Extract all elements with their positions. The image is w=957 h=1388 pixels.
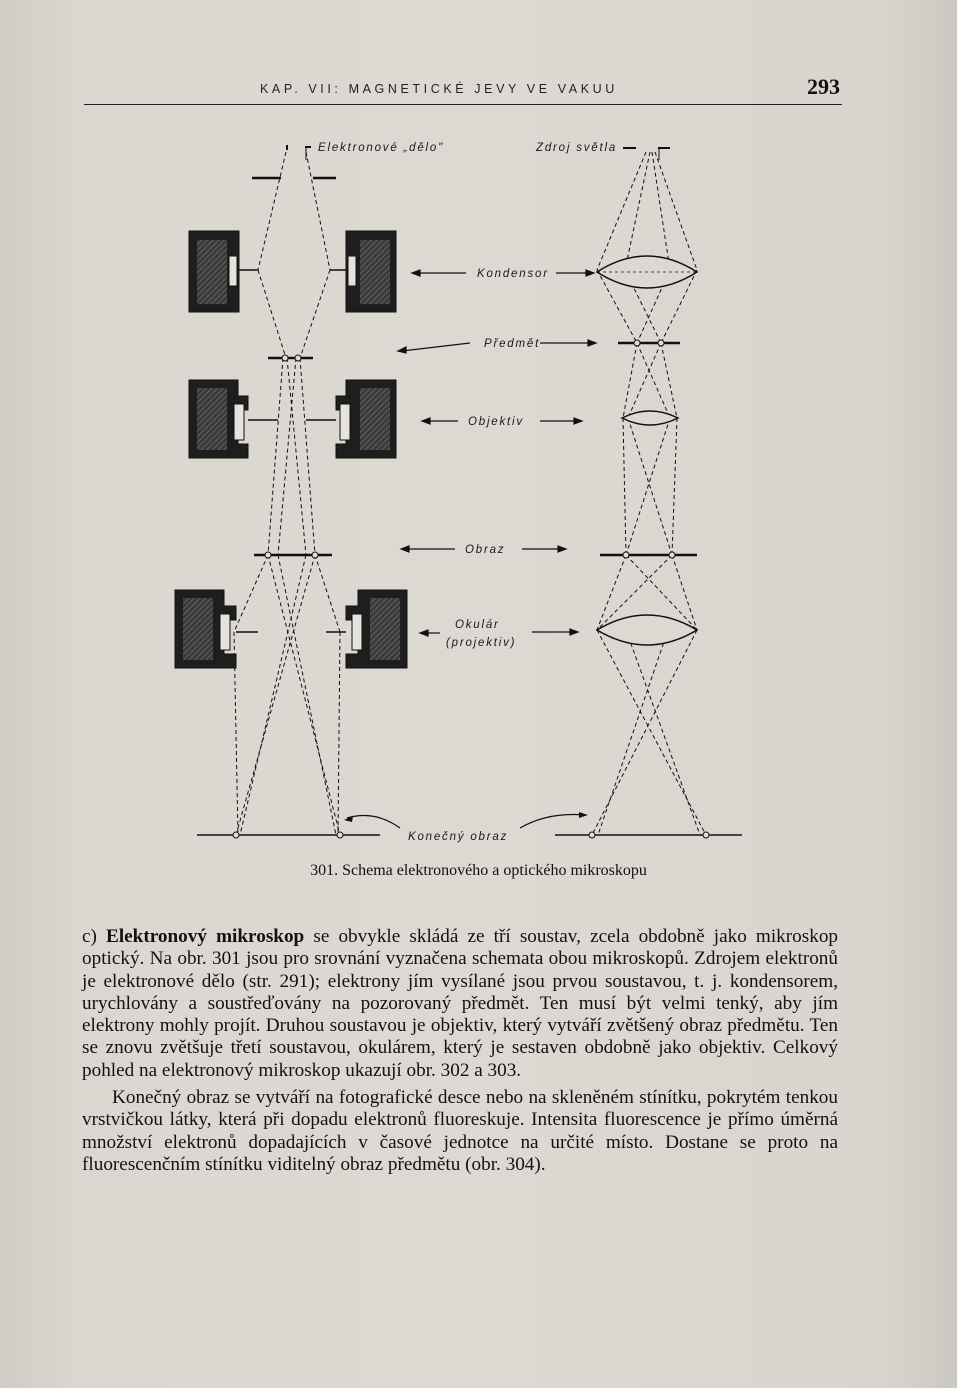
page-header — [84, 74, 842, 105]
running-title: KAP. VII: MAGNETICKÉ JEVY VE VAKUU — [260, 82, 618, 96]
eyepiece-coil-left — [175, 590, 258, 668]
objective-lens — [622, 411, 678, 425]
label-light-source: Zdroj světla — [536, 142, 618, 154]
label-condenser: Kondensor — [477, 268, 549, 280]
paragraph-2: Konečný obraz se vytváří na fotografické desce nebo na skleněném stínítku, pokrytém tenkou vrstvičkou látky, která při dopadu elektronů fluoreskuje. Intensita fluorescence je přímo úměrná množství elektronů dopadajících v časové jednotce na určité místo. Dostane se proto na fluorescenčním stínítku viditelný obraz předmětu (obr. 304). — [82, 1087, 838, 1175]
paragraph-1-prefix: c) — [82, 926, 107, 947]
label-image: Obraz — [465, 544, 506, 556]
electron-beam-rays — [234, 152, 340, 835]
eyepiece-coil-right — [326, 590, 407, 668]
figure-caption: 301. Schema elektronového a optického mikroskopu — [310, 862, 647, 879]
electron-microscope-schema — [175, 145, 407, 838]
paragraph-1-term: Elektronový mikroskop — [106, 926, 305, 947]
label-eyepiece-line2: (projektiv) — [446, 637, 517, 649]
objective-coil-left — [189, 380, 278, 458]
light-rays — [592, 152, 706, 835]
condenser-coil-left — [189, 231, 258, 312]
eyepiece-lens — [597, 615, 697, 645]
paragraph-1-text: se obvykle skládá ze tří soustav, zcela obdobně jako mikroskop optický. Na obr. 301 jsou pro srovnání vyznačena schemata obou mikroskopů. Zdrojem elektronů je elektronové dělo (str. 291); elektrony jím vysílané jsou prvou soustavou, t. j. kondensorem, urychlovány a soustřeďovány na pozorovaný předmět. Ten musí být velmi tenký, aby jím elektrony mohly projít. Druhou soustavou je objektiv, který vytváří zvětšený obraz předmětu. Ten se znovu zvětšuje třetí soustavou, okulárem, který je sestaven obdobně jako objektiv. Celkový pohled na elektronový mikroskop ukazují obr. 302 a 303. — [82, 926, 839, 1081]
label-final-image: Konečný obraz — [408, 831, 509, 843]
paragraph-1 — [82, 926, 838, 1082]
label-electron-gun: Elektronové „dělo" — [318, 142, 444, 154]
microscope-diagram — [0, 120, 957, 860]
body-text — [82, 926, 838, 1176]
condenser-coil-right — [330, 231, 396, 312]
label-object: Předmět — [484, 338, 541, 350]
page-number: 293 — [807, 74, 840, 99]
optical-microscope-schema — [555, 148, 742, 838]
label-objective: Objektiv — [468, 416, 524, 428]
objective-coil-right — [306, 380, 396, 458]
label-eyepiece-line1: Okulár — [455, 619, 500, 631]
